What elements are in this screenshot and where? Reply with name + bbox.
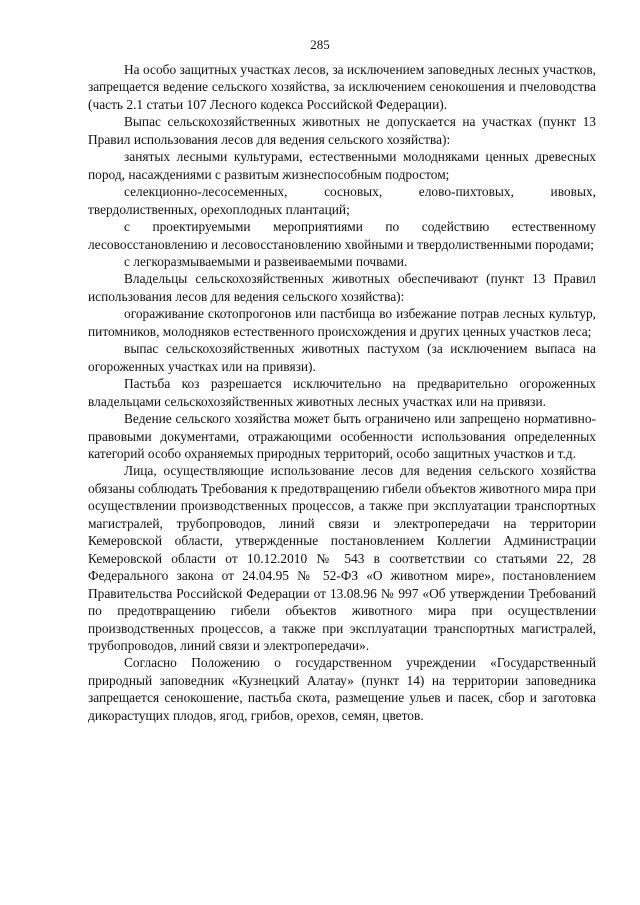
paragraph: занятых лесными культурами, естественными молодняками ценных древесных пород, насаждениями с развитым жизнеспособным подростом; xyxy=(88,149,596,182)
paragraph: с проектируемыми мероприятиями по содействию естественному лесовосстановлению и лесовосстановлению хвойными и твердолиственными породами; xyxy=(88,219,596,252)
paragraph: выпас сельскохозяйственных животных пастухом (за исключением выпаса на огороженных участках или на привязи). xyxy=(88,341,596,374)
paragraph: Пастьба коз разрешается исключительно на предварительно огороженных владельцами сельскохозяйственных животных лесных участках или на привязи. xyxy=(88,376,596,409)
paragraph: Согласно Положению о государственном учреждении «Государственный природный заповедник «Кузнецкий Алатау» (пункт 14) на территории заповедника запрещается сенокошение, пастьба скота, размещение ульев и пасек, сбор и заготовка дикорастущих плодов, ягод, грибов, орехов, семян, цветов. xyxy=(88,655,596,723)
paragraph: На особо защитных участках лесов, за исключением заповедных лесных участков, запрещается ведение сельского хозяйства, за исключением сенокошения и пчеловодства (часть 2.1 статьи 107 Лесного кодекса Российской Федерации). xyxy=(88,62,596,112)
page-number: 285 xyxy=(310,37,330,52)
paragraph: селекционно-лесосеменных, сосновых, елово-пихтовых, ивовых, твердолиственных, орехоплодных плантаций; xyxy=(88,184,596,217)
paragraph: Лица, осуществляющие использование лесов для ведения сельского хозяйства обязаны соблюдать Требования к предотвращению гибели объектов животного мира при осуществлении производственных процессов, а также при эксплуатации транспортных магистралей, трубопроводов, линий связи и электропередачи на территории Кемеровской области, утвержденные постановлением Коллегии Администрации Кемеровской области от 10.12.2010 № 543 в соответствии со статьями 22, 28 Федерального закона от 24.04.95 № 52-ФЗ «О животном мире», постановлением Правительства Российской Федерации от 13.08.96 № 997 «Об утверждении Требований по предотвращению гибели объектов животного мира при осуществлении производственных процессов, а также при эксплуатации транспортных магистралей, трубопроводов, линий связи и электропередачи». xyxy=(88,463,596,653)
paragraph: Владельцы сельскохозяйственных животных обеспечивают (пункт 13 Правил использования лесов для ведения сельского хозяйства): xyxy=(88,271,596,304)
paragraph: Ведение сельского хозяйства может быть ограничено или запрещено нормативно-правовыми документами, отражающими особенности использования определенных категорий особо охраняемых природных территорий, особо защитных участков и т.д. xyxy=(88,411,596,461)
body-text xyxy=(88,61,596,724)
paragraph: огораживание скотопрогонов или пастбища во избежание потрав лесных культур, питомников, молодняков естественного происхождения и других ценных участков леса; xyxy=(88,306,596,339)
paragraph: с легкоразмываемыми и развеиваемыми почвами. xyxy=(124,253,408,269)
paragraph: Выпас сельскохозяйственных животных не допускается на участках (пункт 13 Правил использования лесов для ведения сельского хозяйства): xyxy=(88,114,596,147)
